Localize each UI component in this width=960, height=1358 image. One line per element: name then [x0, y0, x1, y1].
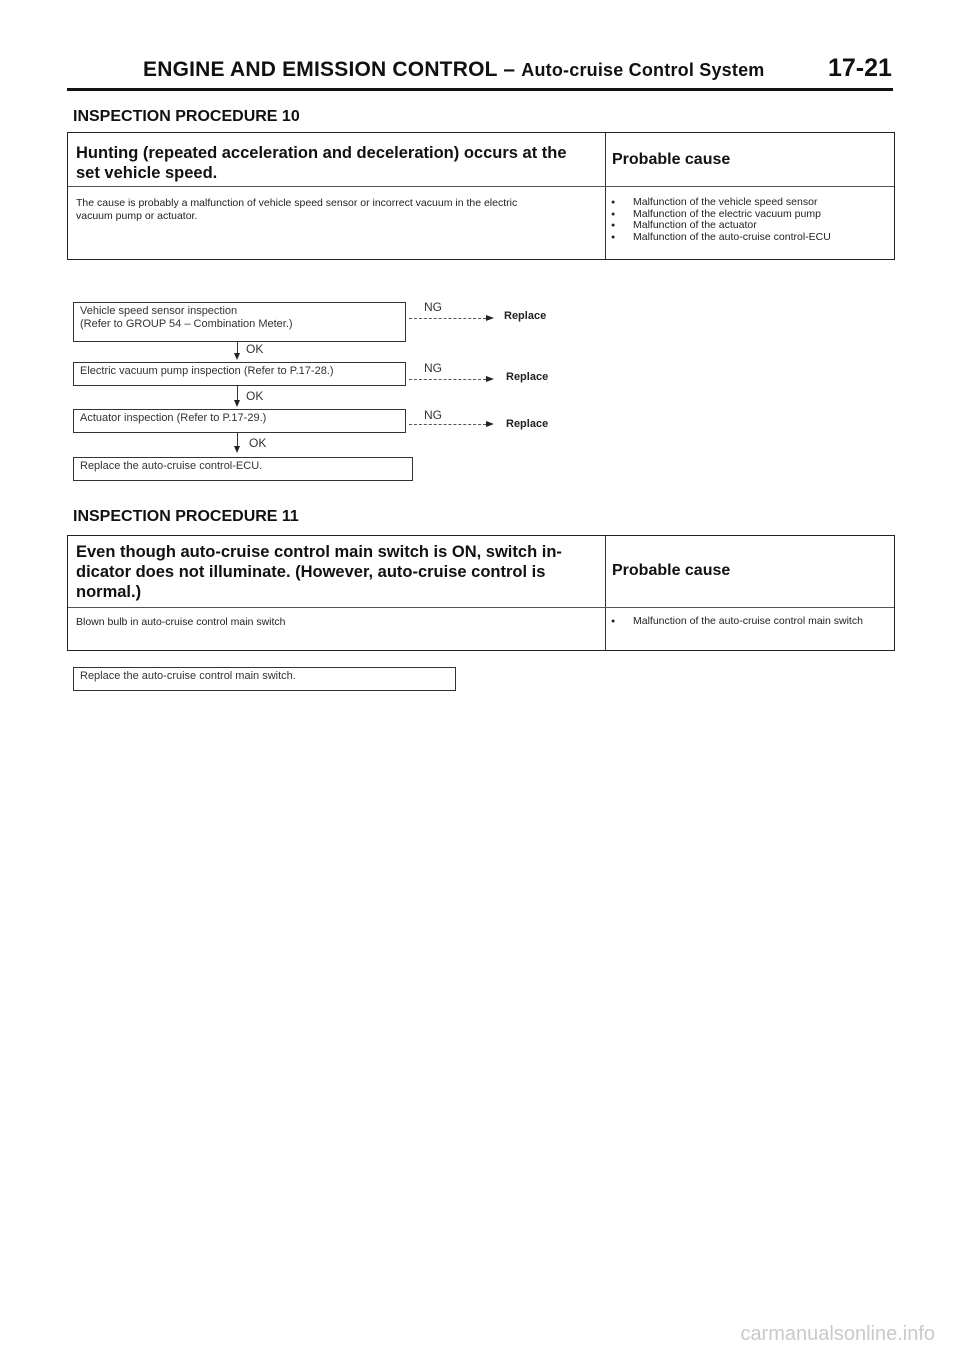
flow-step-text: Vehicle speed sensor inspection [80, 305, 238, 317]
arrow-right-icon [486, 376, 494, 382]
flow-step-text: (Refer to GROUP 54 – Combination Meter.) [80, 318, 293, 330]
symptom-title-line: dicator does not illuminate. (However, auto-cruise control is [76, 563, 546, 581]
arrow-down-icon [234, 446, 240, 453]
ng-connector [409, 424, 486, 425]
page-number: 17-21 [828, 54, 892, 82]
probable-cause-item: ● Malfunction of the auto-cruise control-ECU [609, 232, 831, 244]
probable-cause-item: ● Malfunction of the vehicle speed sensor [609, 197, 831, 209]
cause-description-line: The cause is probably a malfunction of vehicle speed sensor or incorrect vacuum in the electric [76, 197, 518, 209]
flow-connector [237, 433, 238, 446]
symptom-title-line: Even though auto-cruise control main switch is ON, switch in- [76, 543, 562, 561]
procedure-11-heading: INSPECTION PROCEDURE 11 [73, 508, 299, 525]
probable-cause-list [609, 197, 831, 243]
probable-cause-item: ● Malfunction of the actuator [609, 220, 831, 232]
symptom-title [76, 143, 567, 183]
ok-label: OK [249, 436, 267, 450]
flow-step-replace-ecu [73, 457, 413, 481]
arrow-right-icon [486, 315, 494, 321]
ng-connector [409, 379, 486, 380]
flow-step-actuator [73, 409, 406, 433]
ng-label: NG [424, 408, 442, 422]
probable-cause-header: Probable cause [612, 151, 731, 168]
header-dash: – [503, 58, 516, 81]
replace-action: Replace [506, 371, 549, 383]
flow-step-replace-main-switch [73, 667, 456, 691]
procedure-10-info-table [67, 132, 895, 260]
cause-description-line: vacuum pump or actuator. [76, 209, 198, 222]
table-column-divider [605, 133, 606, 259]
ok-label: OK [246, 342, 264, 356]
page-header-title [143, 58, 764, 82]
symptom-title-line: normal.) [76, 583, 142, 601]
probable-cause-list [609, 616, 892, 628]
cause-description-line: Blown bulb in auto-cruise control main switch [76, 616, 286, 628]
probable-cause-item: ● Malfunction of the auto-cruise control main switch [609, 616, 892, 628]
arrow-down-icon [234, 400, 240, 407]
subsection-title: Auto-cruise Control System [521, 60, 765, 80]
replace-action: Replace [504, 310, 547, 322]
symptom-title [76, 542, 562, 602]
procedure-10-heading: INSPECTION PROCEDURE 10 [73, 108, 300, 125]
ok-label: OK [246, 389, 264, 403]
ng-label: NG [424, 300, 442, 314]
procedure-11-info-table [67, 535, 895, 651]
probable-cause-item: ● Malfunction of the electric vacuum pump [609, 209, 831, 221]
arrow-right-icon [486, 421, 494, 427]
flow-step-vehicle-speed-sensor [73, 302, 406, 342]
cause-description [76, 616, 286, 629]
replace-action: Replace [506, 418, 549, 430]
watermark: carmanualsonline.info [740, 1323, 935, 1345]
cause-description [76, 197, 517, 222]
table-row-divider [68, 186, 894, 187]
flow-step-electric-vacuum-pump [73, 362, 406, 386]
flow-step-text: Replace the auto-cruise control main switch. [80, 670, 296, 682]
ng-connector [409, 318, 486, 319]
flow-connector [237, 386, 238, 400]
ng-label: NG [424, 361, 442, 375]
probable-cause-header: Probable cause [612, 562, 731, 579]
flow-step-text: Replace the auto-cruise control-ECU. [80, 460, 263, 472]
table-row-divider [68, 607, 894, 608]
flow-step-text: Electric vacuum pump inspection (Refer to P.17-28.) [80, 365, 334, 377]
symptom-title-line: Hunting (repeated acceleration and deceleration) occurs at the [76, 144, 567, 162]
table-column-divider [605, 536, 606, 650]
symptom-title-line: set vehicle speed. [76, 164, 218, 182]
section-title: ENGINE AND EMISSION CONTROL [143, 58, 498, 81]
header-divider [67, 88, 893, 91]
arrow-down-icon [234, 353, 240, 360]
flow-step-text: Actuator inspection (Refer to P.17-29.) [80, 412, 267, 424]
